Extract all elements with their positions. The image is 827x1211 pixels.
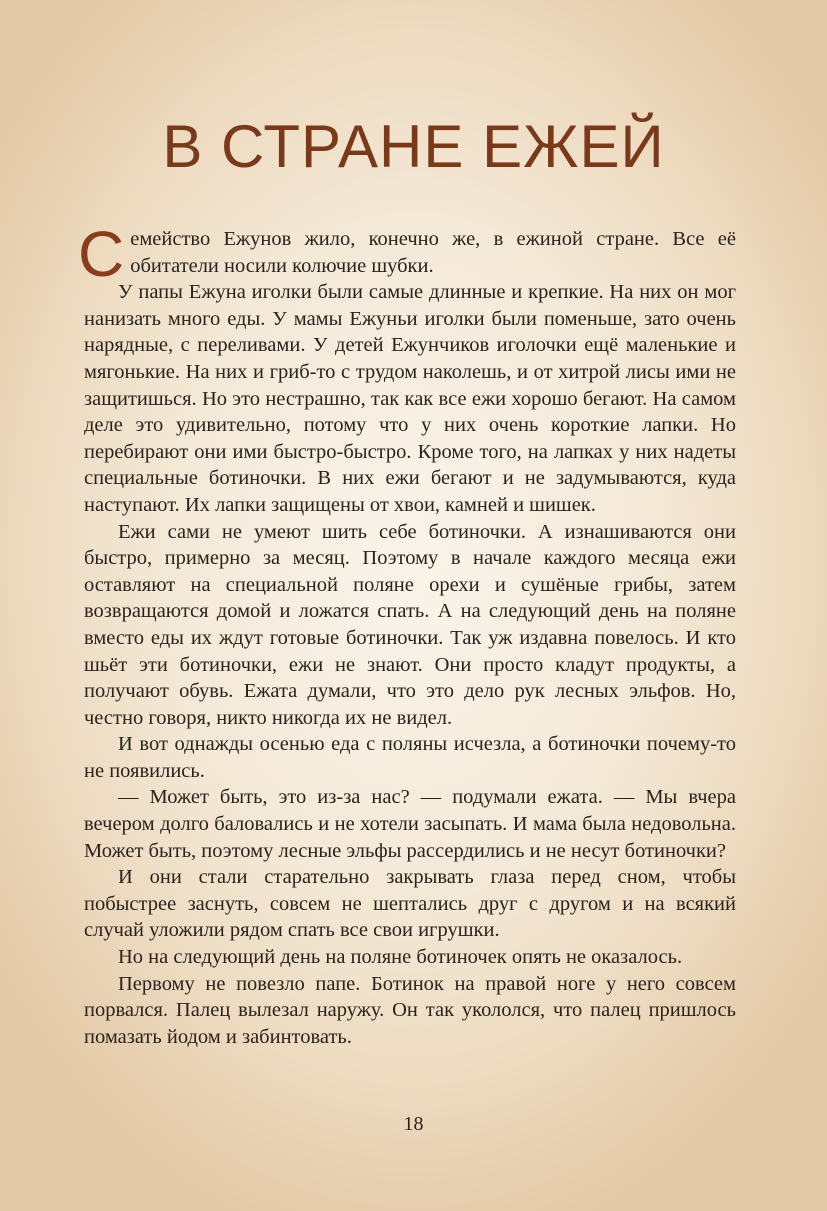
- chapter-body: [78, 218, 736, 1050]
- page-number: 18: [403, 1113, 424, 1135]
- paragraph-4: И вот однажды осенью еда с поляны исчезла, а ботиночки почему-то не появились.: [84, 733, 736, 782]
- paragraph-1: [78, 218, 736, 290]
- paragraph-1-text: емейство Ежунов жило, конечно же, в ежиной стране. Все её обитатели носили колючие шубки.: [130, 228, 736, 277]
- paragraph-7: Но на следующий день на поляне ботиночек опять не оказалось.: [118, 946, 683, 969]
- paragraph-8: Первому не повезло папе. Ботинок на правой ноге у него совсем порвался. Палец вылезал наружу. Он так укололся, что палец пришлось помазать йодом и забинтовать.: [84, 972, 736, 1048]
- paragraph-5: — Может быть, это из-за нас? — подумали ежата. — Мы вчера вечером долго баловались и не хотели засыпать. И мама была недовольна. Может быть, поэтому лесные эльфы рассердились и не несут ботиночки?: [84, 786, 736, 862]
- paragraph-6: И они стали старательно закрывать глаза перед сном, чтобы побыстрее заснуть, совсем не шептались друг с другом и на всякий случай уложили рядом спать все свои игрушки.: [84, 866, 736, 942]
- paragraph-2: У папы Ежуна иголки были самые длинные и крепкие. На них он мог нанизать много еды. У мамы Ежуньи иголки были поменьше, зато очень нарядные, с переливами. У детей Ежунчиков иголочки ещё маленькие и мягонькие. На них и гриб-то с трудом наколешь, и от хитрой лисы ими не защитишься. Но это нестрашно, так как все ежи хорошо бегают. На самом деле это удивительно, потому что у них очень короткие лапки. Но перебирают они ими быстро-быстро. Кроме того, на лапках у них надеты специальные ботиночки. В них ежи бегают и не задумываются, куда наступают. Их лапки защищены от хвои, камней и шишек.: [84, 281, 736, 516]
- chapter-title: В СТРАНЕ ЕЖЕЙ: [162, 113, 665, 180]
- drop-cap: С: [78, 218, 125, 290]
- paragraph-3: Ежи сами не умеют шить себе ботиночки. А изнашиваются они быстро, примерно за месяц. Поэтому в начале каждого месяца ежи оставляют на специальной поляне орехи и сушёные грибы, затем возвращаются домой и ложатся спать. А на следующий день на поляне вместо еды их ждут готовые ботиночки. Так уж издавна повелось. И кто шьёт эти ботиночки, ежи не знают. Они просто кладут продукты, а получают обувь. Ежата думали, что это дело рук лесных эльфов. Но, честно говоря, никто никогда их не видел.: [84, 520, 736, 729]
